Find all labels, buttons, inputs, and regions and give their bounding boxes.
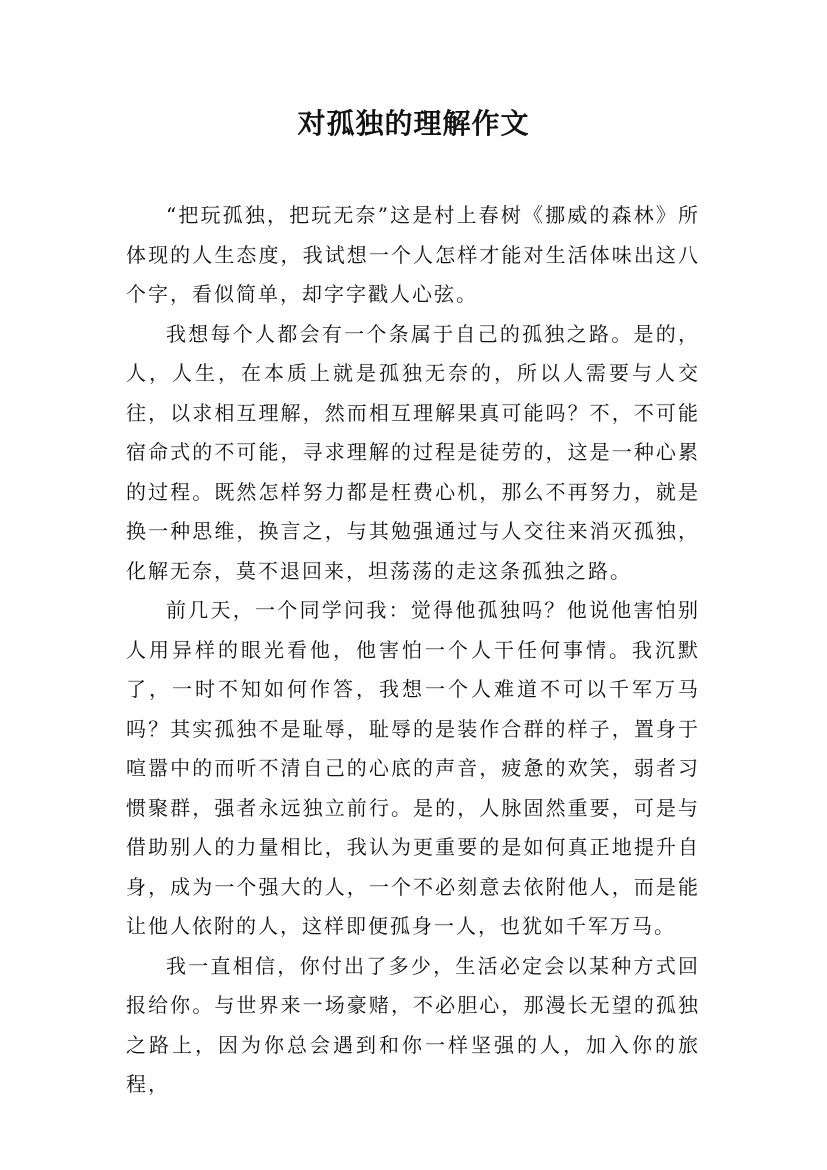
paragraph-1: “把玩孤独，把玩无奈”这是村上春树《挪威的森林》所体现的人生态度，我试想一个人怎样才能对生活体味出这八个字，看似简单，却字字戳人心弦。 <box>126 203 700 306</box>
document-title: 对孤独的理解作文 <box>297 107 530 140</box>
document-body <box>126 196 700 1105</box>
paragraph-4: 我一直相信，你付出了多少，生活必定会以某种方式回报给你。与世界来一场豪赌，不必胆心，那漫长无望的孤独之路上，因为你总会遇到和你一样坚强的人，加入你的旅程， <box>126 953 700 1096</box>
paragraph-2: 我想每个人都会有一个条属于自己的孤独之路。是的，人，人生，在本质上就是孤独无奈的，所以人需要与人交往，以求相互理解，然而相互理解果真可能吗？不，不可能宿命式的不可能，寻求理解的过程是徒劳的，这是一种心累的过程。既然怎样努力都是枉费心机，那么不再努力，就是换一种思维，换言之，与其勉强通过与人交往来消灭孤独，化解无奈，莫不退回来，坦荡荡的走这条孤独之路。 <box>126 321 700 583</box>
paragraph-3: 前几天，一个同学问我：觉得他孤独吗？他说他害怕别人用异样的眼光看他，他害怕一个人干任何事情。我沉默了，一时不知如何作答，我想一个人难道不可以千军万马吗？其实孤独不是耻辱，耻辱的是装作合群的样子，置身于喧嚣中的而听不清自己的心底的声音，疲惫的欢笑，弱者习惯聚群，强者永远独立前行。是的，人脉固然重要，可是与借助别人的力量相比，我认为更重要的是如何真正地提升自身，成为一个强大的人，一个不必刻意去依附他人，而是能让他人依附的人，这样即便孤身一人，也犹如千军万马。 <box>126 598 700 938</box>
